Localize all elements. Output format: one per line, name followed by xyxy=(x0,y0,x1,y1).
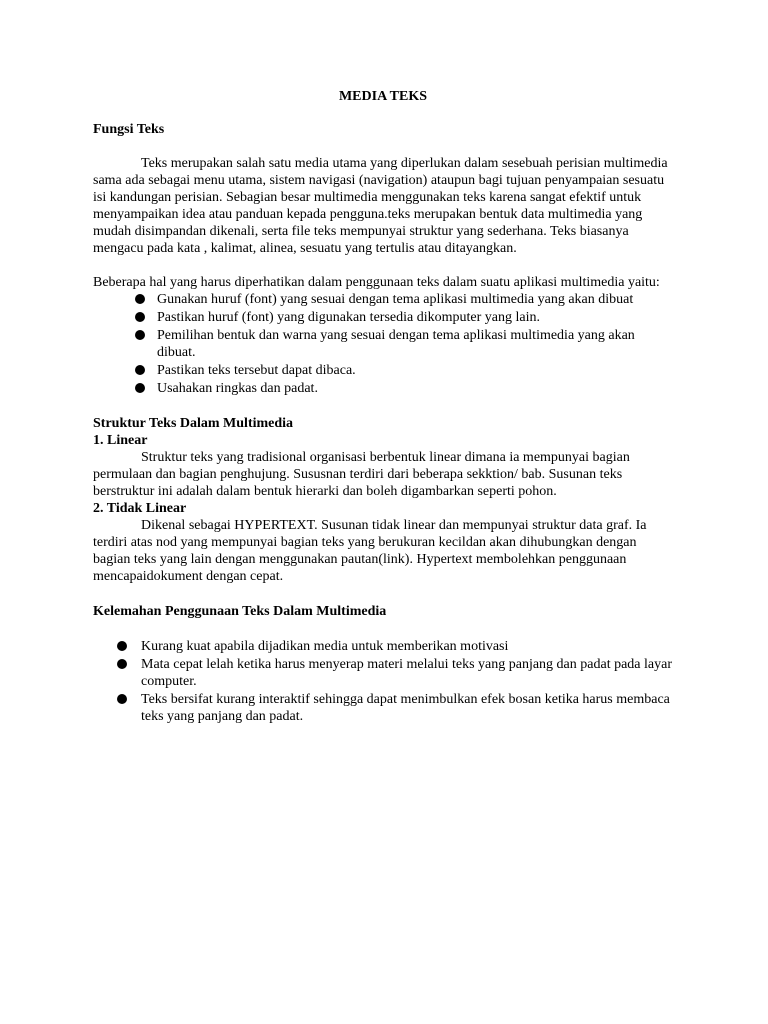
bullet-icon xyxy=(135,294,145,304)
subheading-linear: 1. Linear xyxy=(93,433,148,448)
list-item xyxy=(93,380,673,397)
list-item xyxy=(93,327,673,361)
fungsi-intro: Beberapa hal yang harus diperhatikan dalam penggunaan teks dalam suatu aplikasi multimedia yaitu: xyxy=(93,275,660,290)
tidak-linear-paragraph: Dikenal sebagai HYPERTEXT. Susunan tidak linear dan mempunyai struktur data graf. Ia terdiri atas nod yang mempunyai bagian teks yang berukuran kecildan akan dihubungkan dengan bagian teks yang lain dengan menggunakan pautan(link). Hypertext membolehkan penggunaan mencapaidokument dengan cepat. xyxy=(93,518,647,584)
list-item xyxy=(93,291,673,308)
list-item xyxy=(93,656,673,690)
spacer xyxy=(93,257,673,274)
bullet-icon xyxy=(135,383,145,393)
spacer xyxy=(93,620,673,638)
list-item-text: Pastikan huruf (font) yang digunakan tersedia dikomputer yang lain. xyxy=(157,310,540,325)
bullet-icon xyxy=(135,330,145,340)
subheading-tidak-linear: 2. Tidak Linear xyxy=(93,501,187,516)
list-item-text: Pemilihan bentuk dan warna yang sesuai dengan tema aplikasi multimedia yang akan dibuat. xyxy=(157,328,635,360)
list-item-text: Kurang kuat apabila dijadikan media untuk memberikan motivasi xyxy=(141,639,509,654)
fungsi-bullet-list xyxy=(93,291,673,397)
list-item-text: Usahakan ringkas dan padat. xyxy=(157,381,318,396)
document-page xyxy=(93,88,673,726)
list-item xyxy=(93,691,673,725)
bullet-icon xyxy=(135,365,145,375)
list-item xyxy=(93,362,673,379)
linear-paragraph: Struktur teks yang tradisional organisasi berbentuk linear dimana ia mempunyai bagian permulaan dan bagian penghujung. Sususnan terdiri dari beberapa sekktion/ bab. Susunan teks berstruktur ini adalah dalam bentuk hierarki dan boleh digambarkan seperti pohon. xyxy=(93,450,630,499)
list-item xyxy=(93,638,673,655)
spacer xyxy=(93,398,673,415)
kelemahan-bullet-list xyxy=(93,638,673,725)
section-heading-fungsi: Fungsi Teks xyxy=(93,122,165,137)
bullet-icon xyxy=(117,694,127,704)
document-title: MEDIA TEKS xyxy=(338,89,428,104)
list-item-text: Gunakan huruf (font) yang sesuai dengan tema aplikasi multimedia yang akan dibuat xyxy=(157,292,634,307)
list-item-text: Mata cepat lelah ketika harus menyerap materi melalui teks yang panjang dan padat pada layar computer. xyxy=(141,657,672,689)
bullet-icon xyxy=(117,641,127,651)
section-heading-kelemahan: Kelemahan Penggunaan Teks Dalam Multimedia xyxy=(93,604,387,619)
fungsi-paragraph: Teks merupakan salah satu media utama yang diperlukan dalam sesebuah perisian multimedia sama ada sebagai menu utama, sistem navigasi (navigation) ataupun bagi tujuan penyampaian sesuatu isi kandungan perisian. Sebagian besar multimedia menggunakan teks karena sangat efektif untuk menyampaikan idea atau panduan kepada pengguna.teks merupakan bentuk data multimedia yang mudah disimpandan dikenali, serta file teks mempunyai struktur yang sederhana. Teks biasanya mengacu pada kata , kalimat, alinea, sesuatu yang tertulis atau ditayangkan. xyxy=(93,156,668,256)
list-item-text: Teks bersifat kurang interaktif sehingga dapat menimbulkan efek bosan ketika harus membaca teks yang panjang dan padat. xyxy=(141,692,670,724)
list-item xyxy=(93,309,673,326)
spacer xyxy=(93,138,673,155)
spacer xyxy=(93,585,673,603)
section-heading-struktur: Struktur Teks Dalam Multimedia xyxy=(93,416,294,431)
list-item-text: Pastikan teks tersebut dapat dibaca. xyxy=(157,363,356,378)
bullet-icon xyxy=(135,312,145,322)
bullet-icon xyxy=(117,659,127,669)
